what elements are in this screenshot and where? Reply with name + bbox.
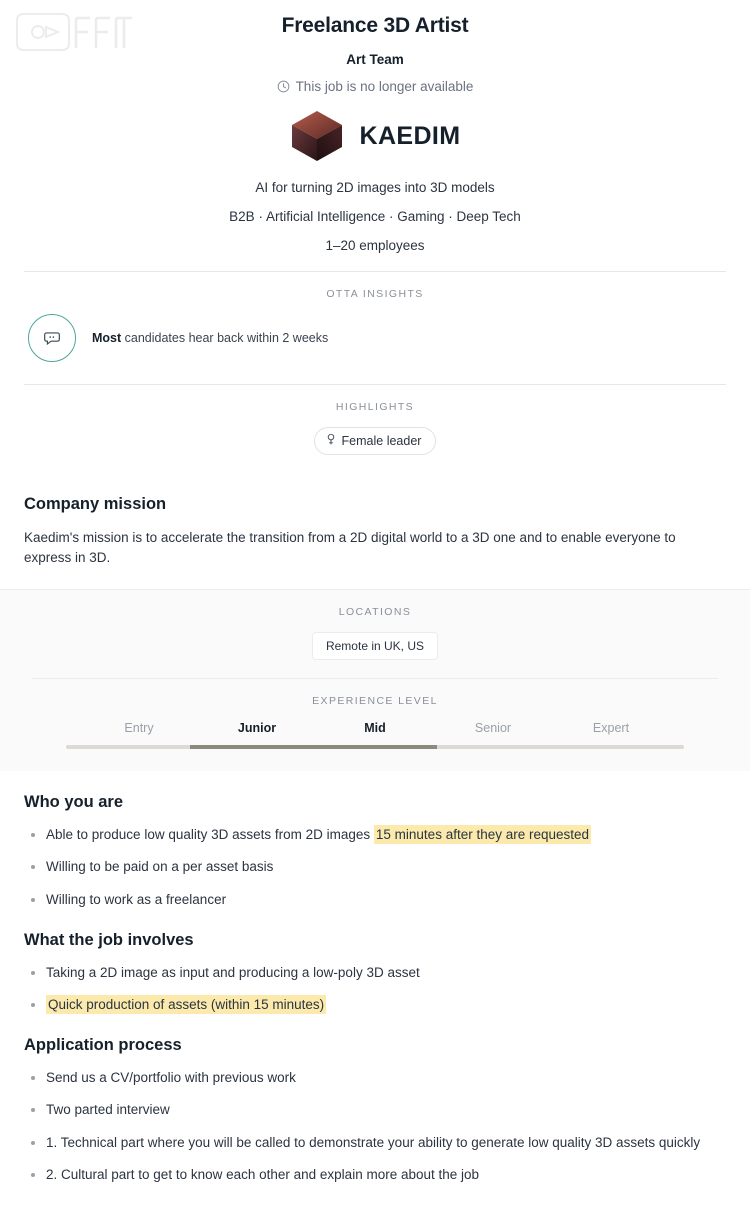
job-unavailable-notice	[24, 79, 726, 94]
list-item	[24, 1166, 726, 1184]
experience-bar-segment-mid	[313, 745, 437, 749]
item-text: Send us a CV/portfolio with previous work	[46, 1070, 296, 1086]
company-mission-title: Company mission	[24, 495, 167, 513]
who-you-are-title: Who you are	[24, 793, 124, 812]
locations-row	[24, 632, 726, 678]
experience-level-senior: Senior	[474, 721, 512, 736]
company-size: 1–20 employees	[325, 238, 425, 253]
who-you-are-list	[24, 826, 726, 909]
highlights-caption: HIGHLIGHTS	[335, 401, 415, 413]
insight-text	[92, 331, 328, 345]
insight-rest: candidates hear back within 2 weeks	[121, 331, 329, 345]
company-sectors: B2B · Artificial Intelligence · Gaming · Deep Tech	[229, 209, 521, 224]
item-text: Taking a 2D image as input and producing a low-poly 3D asset	[46, 964, 420, 980]
company-mission-block	[0, 495, 750, 567]
experience-level-junior: Junior	[237, 721, 277, 736]
list-item	[24, 1069, 726, 1087]
item-highlight: Quick production of assets (within 15 minutes)	[48, 997, 325, 1012]
list-item	[24, 964, 726, 982]
experience-bar-segment-senior	[437, 745, 561, 749]
application-process-block	[0, 1036, 750, 1214]
highlight-label: Female leader	[341, 434, 422, 448]
job-header	[0, 0, 750, 253]
experience-level-expert: Expert	[592, 721, 630, 736]
company-mission-text: Kaedim's mission is to accelerate the transition from a 2D digital world to a 3D one and to enable everyone to express in 3D.	[24, 530, 676, 565]
experience-bar	[66, 745, 684, 749]
item-text: Able to produce low quality 3D assets from 2D images	[46, 827, 374, 843]
highlight-pill-female-leader	[314, 427, 437, 455]
company-name: KAEDIM	[359, 121, 461, 150]
application-process-list	[24, 1069, 726, 1184]
bottom-spacer	[24, 1198, 726, 1214]
locations-caption: LOCATIONS	[338, 606, 412, 619]
job-involves-list	[24, 964, 726, 1014]
item-text: Willing to work as a freelancer	[46, 891, 227, 907]
team-name: Art Team	[346, 52, 404, 67]
company-tagline: AI for turning 2D images into 3D models	[255, 180, 495, 195]
experience-level-entry: Entry	[124, 721, 154, 736]
experience-labels	[24, 721, 726, 735]
page-title: Freelance 3D Artist	[281, 14, 469, 37]
list-item	[24, 858, 726, 876]
clock-icon	[277, 80, 290, 93]
list-item	[24, 1134, 726, 1152]
female-symbol-icon	[326, 433, 336, 449]
location-pill: Remote in UK, US	[312, 632, 438, 660]
list-item	[24, 891, 726, 909]
item-text: 2. Cultural part to get to know each other and explain more about the job	[46, 1166, 480, 1182]
item-highlight: 15 minutes after they are requested	[375, 827, 590, 843]
who-you-are-block	[0, 793, 750, 909]
experience-caption: EXPERIENCE LEVEL	[312, 695, 438, 708]
experience-bar-segment-junior	[190, 745, 314, 749]
list-item	[24, 826, 726, 844]
unavailable-text: This job is no longer available	[295, 79, 474, 94]
list-item	[24, 996, 726, 1014]
job-involves-title: What the job involves	[24, 930, 194, 949]
speech-bubble-icon	[28, 314, 76, 362]
job-involves-block	[0, 931, 750, 1014]
item-text: Willing to be paid on a per asset basis	[46, 859, 274, 875]
item-text: Two parted interview	[46, 1102, 170, 1118]
item-text: 1. Technical part where you will be called to demonstrate your ability to generate low quality 3D assets quickly	[46, 1134, 701, 1150]
kaedim-logo-icon	[289, 108, 345, 164]
highlights-row	[0, 427, 750, 477]
insight-row	[0, 314, 750, 384]
company-header[interactable]	[24, 108, 726, 164]
insights-caption: OTTA INSIGHTS	[326, 288, 424, 300]
insight-strong: Most	[92, 331, 122, 345]
experience-bar-segment-entry	[66, 745, 190, 749]
experience-bar-segment-expert	[560, 745, 684, 749]
application-process-title: Application process	[24, 1036, 182, 1055]
details-card	[0, 589, 750, 771]
experience-level-mid: Mid	[364, 721, 386, 736]
